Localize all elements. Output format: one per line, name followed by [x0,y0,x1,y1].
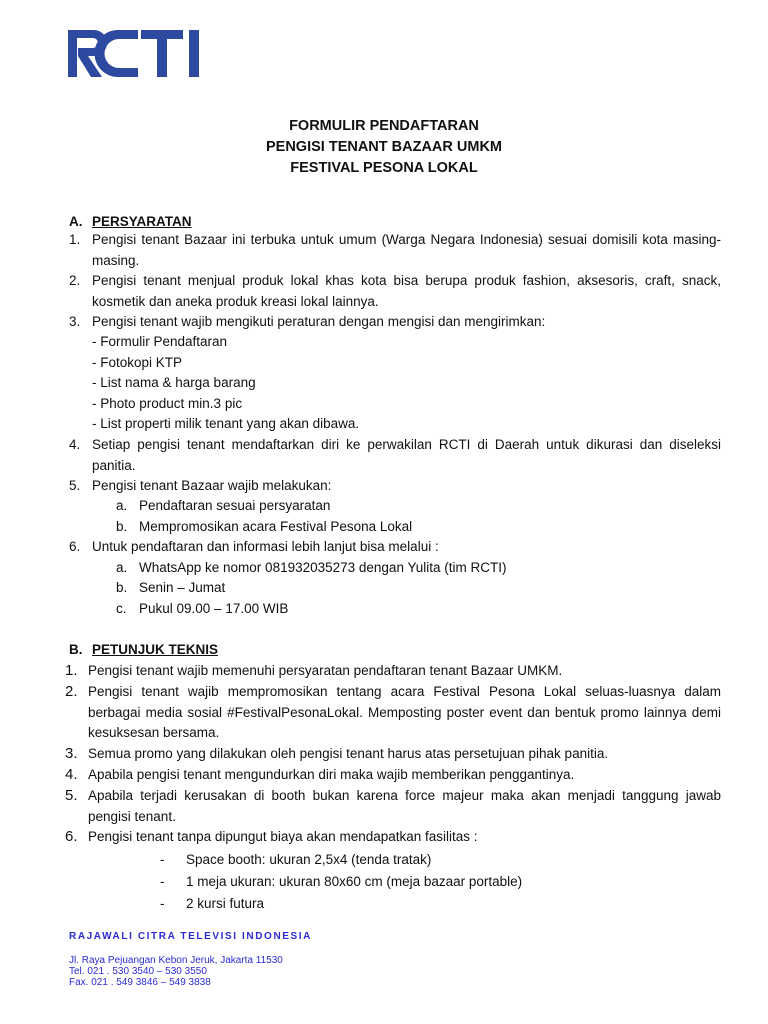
sub-item-text: Senin – Jumat [139,580,226,595]
title-line-1: FORMULIR PENDAFTARAN [289,118,479,134]
list-item [69,537,721,558]
list-item [65,786,721,827]
facility-dash: - [160,852,165,867]
item-text: Untuk pendaftaran dan informasi lebih lanjut bisa melalui : [92,539,439,554]
facility-item [160,894,264,915]
item-text: Apabila terjadi kerusakan di booth bukan karena force majeur maka akan menjadi tanggung jawab pengisi tenant. [88,788,721,824]
title-line-2: PENGISI TENANT BAZAAR UMKM [265,139,503,155]
requirement-doc: - Fotokopi KTP [92,355,183,370]
item-number: 3. [69,314,81,329]
list-item [65,765,721,786]
item-text: Pengisi tenant wajib mengikuti peraturan dengan mengisi dan mengirimkan: [92,314,546,329]
requirement-doc: - Photo product min.3 pic [92,396,243,411]
section-a-title: PERSYARATAN [92,214,192,229]
item-number: 5. [69,478,81,493]
list-item [65,744,721,765]
section-b-title: PETUNJUK TEKNIS [92,642,219,657]
list-item [69,435,721,476]
sub-item-letter: a. [116,560,128,575]
sub-item [116,496,330,517]
sub-item [116,599,288,620]
sub-item-letter: c. [116,601,127,616]
item-number: 1. [65,662,78,679]
item-number: 1. [69,232,81,247]
requirement-doc: - List properti milik tenant yang akan dibawa. [92,416,360,431]
item-number: 5. [65,787,78,804]
item-number: 2. [65,683,78,700]
sub-item-text: Mempromosikan acara Festival Pesona Lokal [139,519,413,534]
sub-item-letter: b. [116,580,128,595]
list-item [69,476,721,497]
list-item [65,827,721,848]
sub-item [116,558,506,579]
company-fax: Fax. 021 . 549 3846 – 549 3838 [69,977,211,988]
facility-text: Space booth: ukuran 2,5x4 (tenda tratak) [186,852,432,867]
rcti-logo [68,30,221,77]
item-number: 6. [65,828,78,845]
item-number: 4. [65,766,78,783]
item-number: 3. [65,745,78,762]
item-number: 2. [69,273,81,288]
sub-item [116,517,412,538]
facility-dash: - [160,896,165,911]
item-number: 6. [69,539,81,554]
sub-item [116,578,225,599]
item-text: Apabila pengisi tenant mengundurkan diri maka wajib memberikan penggantinya. [88,767,575,782]
list-item [69,230,721,271]
facility-item [160,850,431,871]
list-item [69,271,721,312]
section-b-letter: B. [69,642,83,657]
section-a-letter: A. [69,214,83,229]
list-item [65,661,721,682]
item-text: Pengisi tenant menjual produk lokal khas kota bisa berupa produk fashion, aksesoris, craft, snack, kosmetik dan aneka produk kreasi lokal lainnya. [92,273,721,309]
requirement-doc: - Formulir Pendaftaran [92,334,228,349]
title-line-3: FESTIVAL PESONA LOKAL [290,160,478,176]
item-text: Pengisi tenant wajib mempromosikan tentang acara Festival Pesona Lokal seluas-luasnya dalam berbagai media sosial #FestivalPesonaLokal. Memposting poster event dan bentuk promo lainnya demi kesuksesan bersama. [88,684,721,741]
item-text: Pengisi tenant tanpa dipungut biaya akan mendapatkan fasilitas : [88,829,478,844]
item-text: Pengisi tenant wajib memenuhi persyaratan pendaftaran tenant Bazaar UMKM. [88,663,563,678]
facility-item [160,872,522,893]
sub-item-letter: b. [116,519,128,534]
form-title [0,116,768,179]
item-number: 4. [69,437,81,452]
list-item [65,682,721,744]
item-text: Pengisi tenant Bazaar ini terbuka untuk umum (Warga Negara Indonesia) sesuai domisili kota masing-masing. [92,232,721,268]
company-address: Jl. Raya Pejuangan Kebon Jeruk, Jakarta 11530 [69,955,283,966]
company-name: RAJAWALI CITRA TELEVISI INDONESIA [69,931,312,942]
requirement-doc: - List nama & harga barang [92,375,256,390]
item-text: Pengisi tenant Bazaar wajib melakukan: [92,478,332,493]
facility-dash: - [160,874,165,889]
section-a-heading [69,214,192,229]
facility-text: 2 kursi futura [186,896,265,911]
section-b-heading [69,642,218,657]
item-text: Semua promo yang dilakukan oleh pengisi tenant harus atas persetujuan pihak panitia. [88,746,609,761]
company-tel: Tel. 021 . 530 3540 – 530 3550 [69,966,207,977]
sub-item-text: WhatsApp ke nomor 081932035273 dengan Yulita (tim RCTI) [139,560,507,575]
sub-item-text: Pendaftaran sesuai persyaratan [139,498,331,513]
item-text: Setiap pengisi tenant mendaftarkan diri ke perwakilan RCTI di Daerah untuk dikurasi dan diseleksi panitia. [92,437,721,473]
sub-item-letter: a. [116,498,128,513]
list-item [69,312,721,333]
facility-text: 1 meja ukuran: ukuran 80x60 cm (meja bazaar portable) [186,874,523,889]
sub-item-text: Pukul 09.00 – 17.00 WIB [139,601,289,616]
